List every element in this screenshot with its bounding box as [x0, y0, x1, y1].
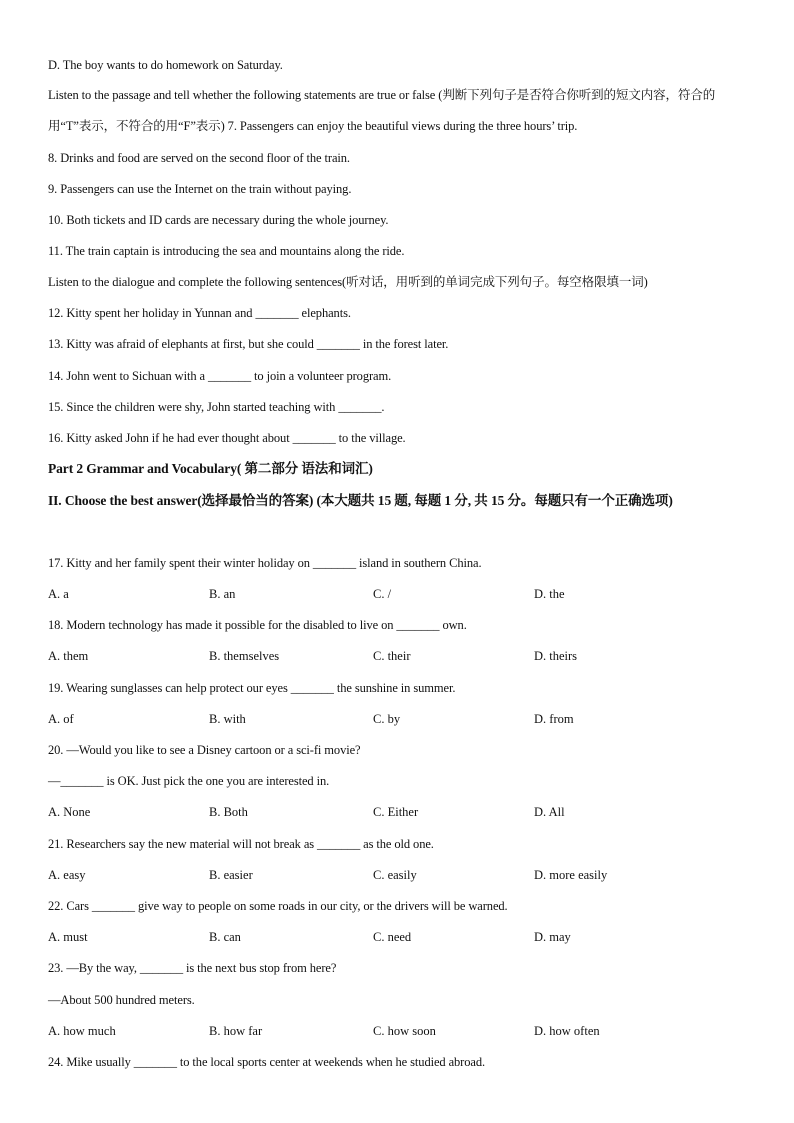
- option-b[interactable]: B. Both: [209, 805, 248, 819]
- option-a[interactable]: A. None: [48, 805, 91, 819]
- option-a[interactable]: A. easy: [48, 868, 86, 882]
- option-a[interactable]: A. how much: [48, 1024, 116, 1038]
- section-2-heading: II. Choose the best answer(选择最恰当的答案) (本大题共 15 题, 每题 1 分, 共 15 分。每题只有一个正确选项): [48, 493, 673, 508]
- options-20: [48, 804, 748, 820]
- option-b[interactable]: B. themselves: [209, 649, 280, 663]
- option-d[interactable]: D. from: [534, 712, 574, 726]
- question-20: 20. —Would you like to see a Disney cartoon or a sci-fi movie?: [48, 743, 361, 757]
- option-c[interactable]: C. by: [373, 712, 401, 726]
- question-12: 12. Kitty spent her holiday in Yunnan and _______ elephants.: [48, 306, 351, 320]
- options-17: [48, 586, 748, 602]
- question-14: 14. John went to Sichuan with a _______ to join a volunteer program.: [48, 369, 392, 383]
- question-9: 9. Passengers can use the Internet on the train without paying.: [48, 182, 352, 196]
- question-18: 18. Modern technology has made it possible for the disabled to live on _______ own.: [48, 618, 467, 632]
- question-11: 11. The train captain is introducing the sea and mountains along the ride.: [48, 244, 405, 258]
- option-a[interactable]: A. them: [48, 649, 89, 663]
- question-22: 22. Cars _______ give way to people on some roads in our city, or the drivers will be warned.: [48, 899, 508, 913]
- option-a[interactable]: A. a: [48, 587, 69, 601]
- question-20-reply: —_______ is OK. Just pick the one you are interested in.: [48, 774, 330, 788]
- option-c[interactable]: C. /: [373, 587, 392, 601]
- part-2-heading: Part 2 Grammar and Vocabulary( 第二部分 语法和词汇): [48, 461, 373, 476]
- options-21: [48, 867, 748, 883]
- option-a[interactable]: A. must: [48, 930, 88, 944]
- question-8: 8. Drinks and food are served on the second floor of the train.: [48, 151, 350, 165]
- dialogue-instruction: Listen to the dialogue and complete the following sentences(听对话，用听到的单词完成下列句子。每空格限填一词): [48, 275, 648, 289]
- option-c[interactable]: C. their: [373, 649, 411, 663]
- option-c[interactable]: C. Either: [373, 805, 419, 819]
- question-16: 16. Kitty asked John if he had ever thought about _______ to the village.: [48, 431, 406, 445]
- option-d-line: D. The boy wants to do homework on Saturday.: [48, 58, 283, 72]
- option-d[interactable]: D. the: [534, 587, 565, 601]
- option-d[interactable]: D. All: [534, 805, 565, 819]
- option-d[interactable]: D. theirs: [534, 649, 578, 663]
- question-19: 19. Wearing sunglasses can help protect our eyes _______ the sunshine in summer.: [48, 681, 456, 695]
- option-b[interactable]: B. can: [209, 930, 241, 944]
- true-false-instruction: Listen to the passage and tell whether the following statements are true or false (判断下列句子是否符合你听到的短文内容，符合的用“T”表示，不符合的用“F”表示) 7. Passengers can enjoy the beautiful views during the three hours’ trip.: [48, 88, 716, 133]
- option-d[interactable]: D. how often: [534, 1024, 600, 1038]
- options-23: [48, 1023, 748, 1039]
- question-10: 10. Both tickets and ID cards are necessary during the whole journey.: [48, 213, 389, 227]
- option-c[interactable]: C. how soon: [373, 1024, 436, 1038]
- option-d[interactable]: D. more easily: [534, 868, 608, 882]
- options-19: [48, 711, 748, 727]
- option-c[interactable]: C. need: [373, 930, 412, 944]
- option-c[interactable]: C. easily: [373, 868, 417, 882]
- question-13: 13. Kitty was afraid of elephants at first, but she could _______ in the forest later.: [48, 337, 449, 351]
- question-15: 15. Since the children were shy, John started teaching with _______.: [48, 400, 385, 414]
- options-22: [48, 929, 748, 945]
- option-b[interactable]: B. with: [209, 712, 246, 726]
- option-d[interactable]: D. may: [534, 930, 571, 944]
- option-b[interactable]: B. easier: [209, 868, 253, 882]
- options-18: [48, 648, 748, 664]
- question-21: 21. Researchers say the new material will not break as _______ as the old one.: [48, 837, 434, 851]
- option-b[interactable]: B. an: [209, 587, 236, 601]
- question-24: 24. Mike usually _______ to the local sports center at weekends when he studied abroad.: [48, 1055, 486, 1069]
- option-b[interactable]: B. how far: [209, 1024, 263, 1038]
- question-23-reply: —About 500 hundred meters.: [48, 993, 195, 1007]
- question-17: 17. Kitty and her family spent their winter holiday on _______ island in southern China.: [48, 556, 482, 570]
- question-23: 23. —By the way, _______ is the next bus stop from here?: [48, 961, 337, 975]
- option-a[interactable]: A. of: [48, 712, 74, 726]
